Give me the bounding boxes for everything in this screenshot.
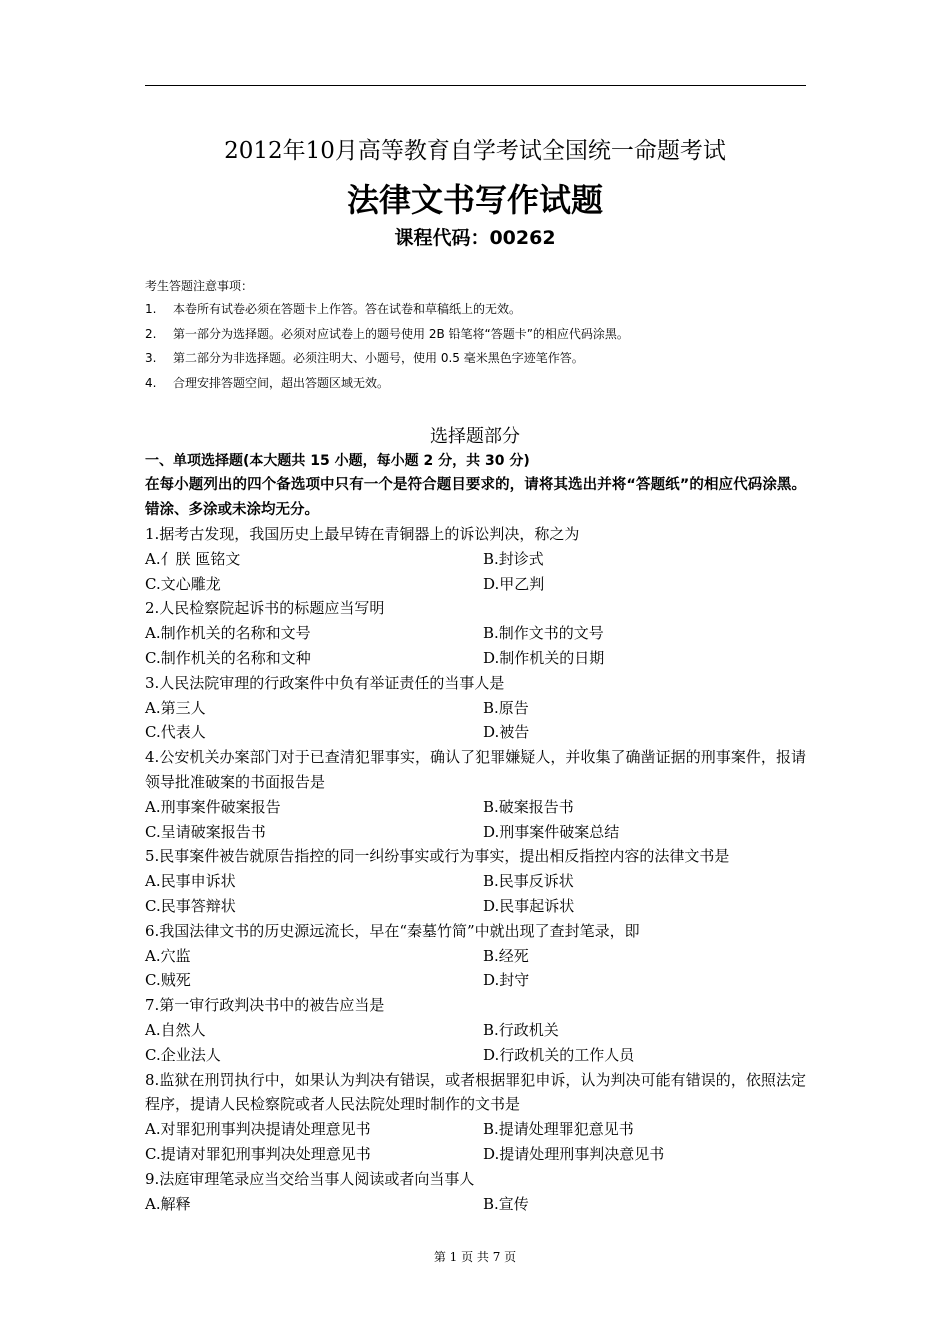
option-a: A.第三人	[145, 698, 206, 717]
option-d: D.行政机关的工作人员	[483, 1045, 635, 1064]
question-stem: 7.第一审行政判决书中的被告应当是	[145, 996, 385, 1015]
option-a: A.民事申诉状	[145, 872, 236, 891]
option-b: B.经死	[483, 946, 529, 965]
question-list	[145, 522, 806, 1216]
option-a: A.对罪犯刑事判决提请处理意见书	[145, 1120, 371, 1139]
option-b: B.宣传	[483, 1194, 529, 1213]
section-instructions: 在每小题列出的四个备选项中只有一个是符合题目要求的，请将其选出并将“答题纸”的相应代码涂黑。错涂、多涂或未涂均无分。	[145, 477, 806, 518]
question-stem: 9.法庭审理笔录应当交给当事人阅读或者向当事人	[145, 1169, 475, 1188]
question-stem: 8.监狱在刑罚执行中，如果认为判决有错误，或者根据罪犯申诉，认为判决可能有错误的，依照法定程序，提请人民检察院或者人民法院处理时制作的文书是	[145, 1070, 806, 1114]
option-d: D.被告	[483, 723, 530, 742]
option-d: D.甲乙判	[483, 574, 545, 593]
option-c: C.企业法人	[145, 1045, 221, 1064]
option-b: B.提请处理罪犯意见书	[483, 1120, 634, 1139]
section-title: 选择题部分	[430, 426, 520, 447]
option-c: C.民事答辩状	[145, 896, 236, 915]
question	[145, 844, 806, 918]
option-c: C.代表人	[145, 723, 206, 742]
option-a: A.解释	[145, 1194, 191, 1213]
question-stem: 4.公安机关办案部门对于已查清犯罪事实，确认了犯罪嫌疑人，并收集了确凿证据的刑事案件，报请领导批准破案的书面报告是	[145, 748, 806, 791]
option-a: A.自然人	[145, 1020, 206, 1039]
notice-block	[145, 275, 806, 395]
question	[145, 522, 806, 596]
option-c: C.提请对罪犯刑事判决处理意见书	[145, 1144, 371, 1163]
option-d: D.封守	[483, 971, 530, 990]
option-a: A.亻朕 匜铭文	[145, 549, 241, 568]
option-b: B.原告	[483, 698, 529, 717]
notice-item: 3. 第二部分为非选择题。必须注明大、小题号，使用 0.5 毫米黑色字迹笔作答。	[145, 351, 584, 365]
question-stem: 2.人民检察院起诉书的标题应当写明	[145, 599, 385, 618]
option-d: D.提请处理刑事判决意见书	[483, 1144, 665, 1163]
top-rule	[145, 85, 806, 86]
page-title: 法律文书写作试题	[346, 181, 603, 219]
option-c: C.制作机关的名称和文种	[145, 648, 311, 667]
option-a: A.穴监	[145, 946, 191, 965]
option-b: B.行政机关	[483, 1020, 559, 1039]
question	[145, 1068, 806, 1167]
question	[145, 1167, 806, 1217]
question-stem: 6.我国法律文书的历史源远流长，早在“秦墓竹简”中就出现了查封笔录，即	[145, 921, 640, 940]
question	[145, 671, 806, 745]
question-stem: 3.人民法院审理的行政案件中负有举证责任的当事人是	[145, 673, 505, 692]
option-d: D.制作机关的日期	[483, 648, 605, 667]
exam-line: 2012年10月高等教育自学考试全国统一命题考试	[224, 138, 726, 164]
question	[145, 993, 806, 1067]
option-c: C.呈请破案报告书	[145, 822, 266, 841]
option-b: B.制作文书的文号	[483, 624, 604, 643]
option-d: D.刑事案件破案总结	[483, 822, 620, 841]
notice-item: 1. 本卷所有试卷必须在答题卡上作答。答在试卷和草稿纸上的无效。	[145, 302, 522, 316]
notice-heading: 考生答题注意事项：	[145, 279, 254, 293]
option-b: B.破案报告书	[483, 797, 574, 816]
option-a: A.刑事案件破案报告	[145, 797, 281, 816]
option-b: B.封诊式	[483, 549, 544, 568]
page-footer: 第 1 页 共 7 页	[433, 1250, 517, 1264]
part-heading: 一、单项选择题(本大题共 15 小题，每小题 2 分，共 30 分)	[145, 453, 530, 469]
course-code: 课程代码：00262	[394, 227, 556, 249]
option-a: A.制作机关的名称和文号	[145, 624, 311, 643]
question-stem: 5.民事案件被告就原告指控的同一纠纷事实或行为事实，提出相反指控内容的法律文书是	[145, 847, 730, 866]
option-c: C.文心雕龙	[145, 574, 221, 593]
question	[145, 596, 806, 670]
option-b: B.民事反诉状	[483, 872, 574, 891]
question-stem: 1.据考古发现，我国历史上最早铸在青铜器上的诉讼判决，称之为	[145, 525, 580, 543]
notice-item: 4. 合理安排答题空间，超出答题区域无效。	[145, 375, 390, 390]
notice-item: 2. 第一部分为选择题。必须对应试卷上的题号使用 2B 铅笔将“答题卡”的相应代码涂黑。	[145, 326, 629, 341]
question	[145, 745, 806, 844]
question	[145, 919, 806, 993]
option-c: C.贼死	[145, 971, 191, 990]
option-d: D.民事起诉状	[483, 896, 575, 915]
